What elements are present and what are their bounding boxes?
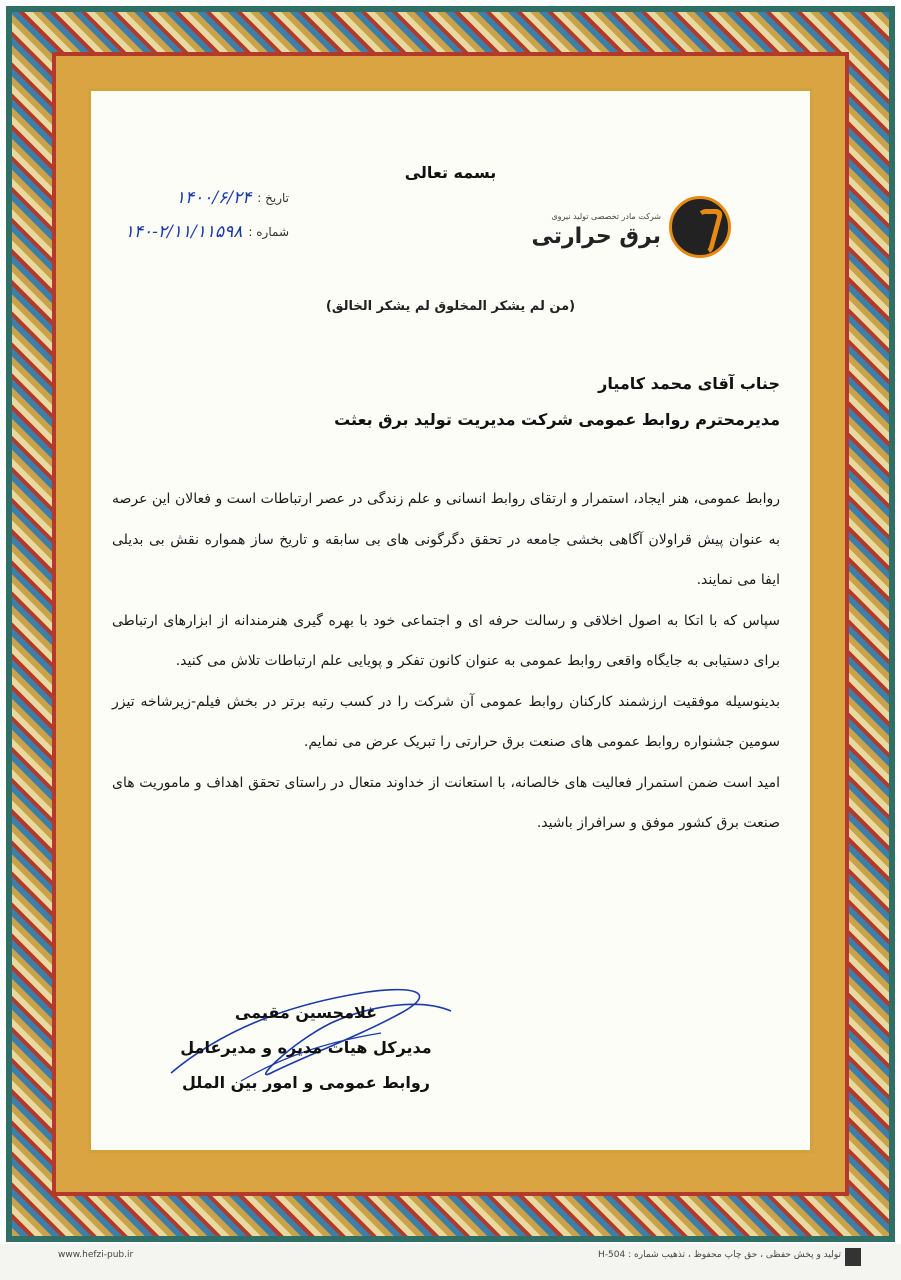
body-paragraph-3: بدینوسیله موفقیت ارزشمند کارکنان روابط عمومی آن شرکت را در کسب رتبه برتر در بخش فیلم-زیرشاخه تیزر سومین جشنواره روابط عمومی های صنعت برق حرارتی را تبریک عرض می نمایم. xyxy=(112,693,780,750)
quote-line: (من لم یشکر المخلوق لم یشکر الخالق) xyxy=(325,299,576,314)
company-logo xyxy=(531,196,731,260)
logo-name: برق حرارتی xyxy=(531,224,661,249)
footer-credit-text: تولید و پخش حفظی ، حق چاپ محفوظ ، تذهیب شماره : xyxy=(628,1250,841,1260)
letter-page xyxy=(88,88,813,1153)
date-value: ۱۴۰۰/۶/۲۴ xyxy=(175,188,252,208)
signatory-name: غلامحسین مقیمی xyxy=(234,1003,378,1022)
recipient-name: جناب آقای محمد کامیار xyxy=(598,374,780,393)
number-label: شماره : xyxy=(248,225,289,239)
footer-code: H-504 xyxy=(598,1250,626,1260)
body-paragraph-4: امید است ضمن استمرار فعالیت های خالصانه، با استعانت از خداوند متعال در راستای تحقق اهداف و ماموریت های صنعت برق کشور موفق و سرافراز باشید. xyxy=(112,774,780,831)
signatory-title-1: مدیرکل هیات مدیره و مدیرعامل xyxy=(180,1038,432,1057)
recipient-block xyxy=(180,374,780,446)
signature-block xyxy=(141,1003,471,1108)
recipient-title: مدیرمحترم روابط عمومی شرکت مدیریت تولید برق بعثت xyxy=(334,410,780,429)
logo-emblem-icon xyxy=(669,196,731,258)
signatory-title-2: روابط عمومی و امور بین الملل xyxy=(182,1073,430,1092)
publisher-mark-icon xyxy=(845,1248,861,1266)
footer-website: www.hefzi-pub.ir xyxy=(58,1250,134,1260)
number-row xyxy=(99,215,289,249)
body-paragraph-1: روابط عمومی، هنر ایجاد، استمرار و ارتقای روابط انسانی و علم زندگی در عصر ارتباطات است و فعالان این عرصه به عنوان پیش قراولان آگاهی بخشی جامعه در تحقق دگرگونی های بی سابقه و تاریخ ساز همواره نقش بی بدیلی ایفا می نمایند. xyxy=(112,491,780,588)
footer-credit xyxy=(598,1250,841,1260)
number-value: ۱۴۰-۲/۱۱/۱۱۵۹۸ xyxy=(124,222,243,242)
body-paragraph-2: سپاس که با اتکا به اصول اخلاقی و رسالت حرفه ای و اجتماعی خود با بهره گیری هنرمندانه از ابزارهای ارتباطی برای دستیابی به جایگاه واقعی روابط عمومی به عنوان کانون تفکر و پویایی علم ارتباطات تلاش می کنید. xyxy=(112,612,780,669)
logo-subtitle: شرکت مادر تخصصی تولید نیروی xyxy=(551,212,661,221)
date-label: تاریخ : xyxy=(257,191,289,205)
letter-meta xyxy=(99,181,289,249)
date-row xyxy=(99,181,289,215)
letter-body xyxy=(112,479,780,844)
letter-heading: بسمه تعالی xyxy=(404,163,497,182)
page-footer xyxy=(0,1244,901,1280)
